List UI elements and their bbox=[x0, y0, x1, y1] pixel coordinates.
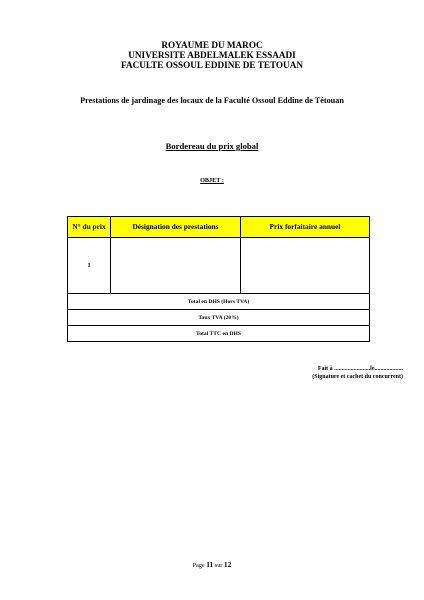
cell-designation[interactable] bbox=[111, 238, 241, 294]
header-line-faculty: FACULTE OSSOUL EDDINE DE TETOUAN bbox=[121, 60, 303, 70]
page-prefix: Page bbox=[192, 562, 205, 569]
document-header bbox=[0, 40, 424, 70]
signature-caption: (Signature et cachet du concurrent) bbox=[312, 374, 403, 380]
page-total: 12 bbox=[223, 560, 232, 569]
price-table bbox=[67, 216, 370, 342]
page-current: 11 bbox=[206, 560, 214, 569]
cell-annual-price[interactable] bbox=[241, 238, 370, 294]
header-designation: Désignation des prestations bbox=[111, 217, 241, 238]
document-subject: Prestations de jardinage des locaux de la Faculté Ossoul Eddine de Tétouan bbox=[80, 96, 344, 105]
table-header-row bbox=[68, 217, 370, 238]
total-ttc-label: Total TTC en DHS bbox=[68, 326, 370, 342]
total-ht-label: Total en DHS (Hors TVA) bbox=[68, 294, 370, 310]
total-ttc-row bbox=[68, 326, 370, 342]
place-date-line: Fait à ........................le................... bbox=[317, 366, 403, 372]
signature-block bbox=[312, 365, 403, 381]
document-title: Bordereau du prix global bbox=[165, 141, 259, 151]
cell-price-number: 1 bbox=[68, 238, 111, 294]
header-annual-price: Prix forfaitaire annuel bbox=[241, 217, 370, 238]
table-row bbox=[68, 238, 370, 294]
header-line-university: UNIVERSITE ABDELMALEK ESSAADI bbox=[128, 50, 296, 60]
page-footer bbox=[0, 560, 424, 569]
total-ht-row bbox=[68, 294, 370, 310]
header-line-kingdom: ROYAUME DU MAROC bbox=[161, 40, 263, 50]
page-separator: sur bbox=[214, 562, 223, 569]
objet-label: OBJET : bbox=[200, 177, 224, 184]
tva-label: Taux TVA (20%) bbox=[68, 310, 370, 326]
header-price-number: N° du prix bbox=[68, 217, 111, 238]
tva-row bbox=[68, 310, 370, 326]
